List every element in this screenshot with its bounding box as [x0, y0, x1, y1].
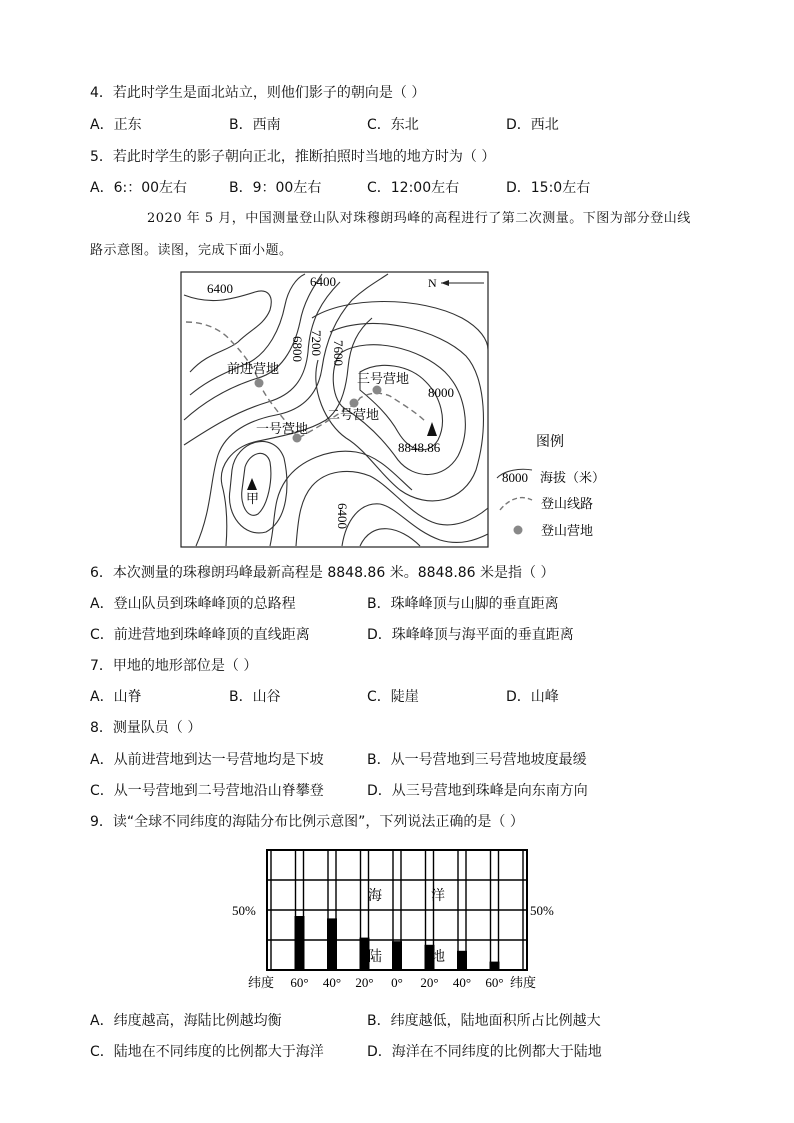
- chart-axis-label-left: 纬度: [248, 975, 275, 990]
- chart-axis-label-right: 纬度: [510, 975, 537, 990]
- legend-title: 图例: [536, 435, 564, 450]
- camp-qianjin-label: 前进营地: [227, 361, 280, 376]
- contour-label-7200: 7200: [309, 330, 324, 356]
- legend-route-icon: [500, 498, 532, 510]
- q4-stem: 4．若此时学生是面北站立，则他们影子的朝向是（ ）: [90, 85, 426, 101]
- q8-option-a: A．从前进营地到达一号营地均是下坡: [90, 752, 324, 768]
- q7-option-c: C．陡崖: [367, 689, 419, 705]
- latitude-tick-label: 60°: [290, 975, 309, 990]
- q5-option-a: A．6:：00左右: [90, 180, 188, 196]
- q6-option-c: C．前进营地到珠峰峰顶的直线距离: [90, 627, 310, 643]
- latitude-tick-label: 40°: [322, 975, 342, 990]
- contour-6400-left: [184, 291, 271, 372]
- chart-land-char-2: 地: [431, 950, 445, 965]
- intro-line-2: 路示意图。读图，完成下面小题。: [90, 243, 293, 258]
- chart-land-char-1: 陆: [368, 950, 382, 965]
- north-label: N: [428, 276, 437, 290]
- latitude-tick-label: 20°: [355, 975, 374, 990]
- chart-ocean-char-1: 海: [368, 889, 382, 904]
- q6-option-d: D．珠峰峰顶与海平面的垂直距离: [367, 627, 574, 643]
- intro-line-1: 2020 年 5 月，中国测量登山队对珠穆朗玛峰的高程进行了第二次测量。下图为部分登山线: [147, 211, 691, 226]
- contour-label-6800: 6800: [290, 336, 305, 362]
- q9-stem: 9．读“全球不同纬度的海陆分布比例示意图”，下列说法正确的是（ ）: [90, 814, 524, 830]
- camp-3-label: 三号营地: [357, 371, 410, 386]
- contour-label-6400-bottom: 6400: [335, 503, 350, 529]
- contour-label-6400-left: 6400: [207, 281, 233, 296]
- q9-option-b: B．纬度越低，陆地面积所占比例越大: [367, 1013, 601, 1029]
- q5-option-c: C．12:00左右: [367, 180, 460, 196]
- q7-stem: 7．甲地的地形部位是（ ）: [90, 658, 258, 674]
- q6-option-b: B．珠峰峰顶与山脚的垂直距离: [367, 596, 559, 612]
- legend-camp-label: 登山营地: [541, 523, 594, 538]
- contour-jia-outer: [229, 441, 286, 532]
- q8-option-c: C．从一号营地到二号营地沿山脊攀登: [90, 783, 324, 799]
- contour-label-6400-top: 6400: [310, 274, 336, 289]
- chart-ocean-char-2: 洋: [431, 889, 445, 904]
- contour-label-8000: 8000: [428, 385, 454, 400]
- jia-label: 甲: [246, 491, 260, 506]
- legend-camp-icon: [514, 526, 523, 535]
- q7-option-b: B．山谷: [229, 689, 281, 705]
- land-sea-chart: [0, 835, 794, 995]
- q4-option-b: B．西南: [229, 117, 281, 133]
- latitude-tick-label: 0°: [391, 975, 403, 990]
- camp-qianjin-dot: [255, 379, 264, 388]
- q5-stem: 5．若此时学生的影子朝向正北，推断拍照时当地的地方时为（ ）: [90, 149, 496, 165]
- q9-option-d: D．海洋在不同纬度的比例都大于陆地: [367, 1044, 602, 1060]
- summit-peak-icon: [427, 422, 437, 436]
- q7-option-d: D．山峰: [506, 689, 559, 705]
- north-arrow-icon: [441, 280, 484, 286]
- latitude-tick-label: 60°: [485, 975, 504, 990]
- q5-option-b: B．9：00左右: [229, 180, 322, 196]
- q8-option-b: B．从一号营地到三号营地坡度最缓: [367, 752, 587, 768]
- q5-option-d: D．15:0左右: [506, 180, 591, 196]
- q4-option-c: C．东北: [367, 117, 419, 133]
- legend-contour-value: 8000: [502, 470, 528, 485]
- q4-option-a: A．正东: [90, 117, 142, 133]
- q9-option-c: C．陆地在不同纬度的比例都大于海洋: [90, 1044, 324, 1060]
- q6-stem: 6．本次测量的珠穆朗玛峰最新高程是 8848.86 米。8848.86 米是指（ ）: [90, 565, 555, 581]
- camp-2-label: 二号营地: [327, 407, 380, 422]
- jia-peak-icon: [247, 478, 257, 490]
- contour-label-7600: 7600: [331, 340, 346, 366]
- chart-50-right: 50%: [530, 903, 554, 918]
- topographic-map: [0, 0, 794, 560]
- peak-height-label: 8848.86: [398, 440, 441, 455]
- latitude-tick-label: 40°: [452, 975, 472, 990]
- contour-jia-inner: [242, 453, 271, 515]
- q9-option-a: A．纬度越高，海陆比例越均衡: [90, 1013, 282, 1029]
- q4-option-d: D．西北: [506, 117, 559, 133]
- legend-contour-label: 海拔（米）: [540, 470, 606, 485]
- q6-option-a: A．登山队员到珠峰峰顶的总路程: [90, 596, 296, 612]
- legend-route-label: 登山线路: [541, 496, 594, 511]
- latitude-tick-label: 20°: [420, 975, 439, 990]
- camp-1-label: 一号营地: [256, 421, 309, 436]
- q8-stem: 8．测量队员（ ）: [90, 720, 202, 736]
- q8-option-d: D．从三号营地到珠峰是向东南方向: [367, 783, 588, 799]
- camp-3-dot: [373, 386, 382, 395]
- q7-option-a: A．山脊: [90, 689, 142, 705]
- chart-50-left: 50%: [232, 903, 256, 918]
